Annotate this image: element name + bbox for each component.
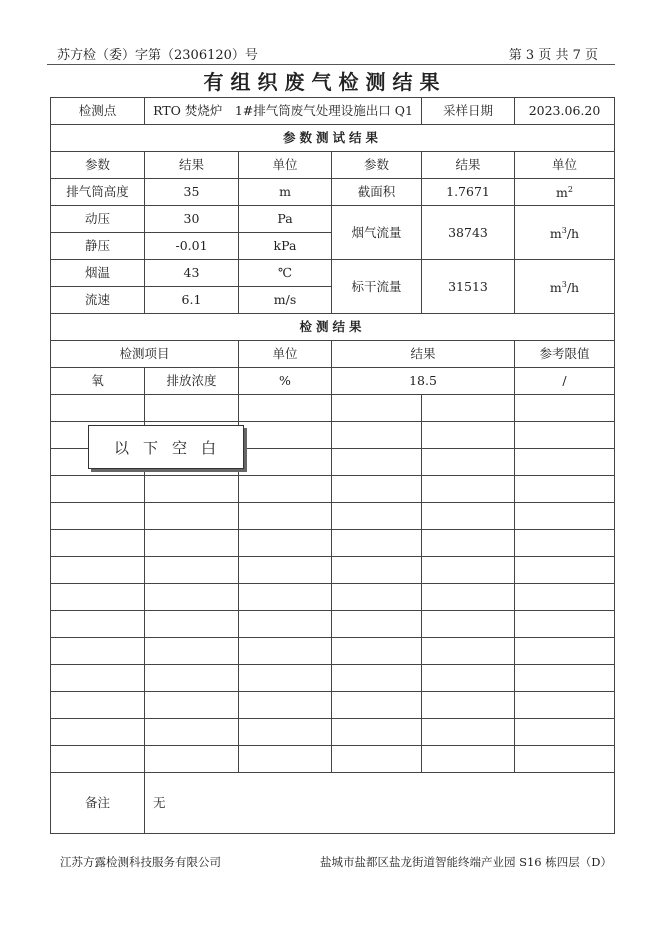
param-header: 单位 [515,152,615,179]
empty-cell [515,719,615,746]
empty-cell [145,395,239,422]
empty-cell [515,692,615,719]
param-value: 1.7671 [422,179,515,206]
param-row [51,179,615,206]
remarks-value: 无 [145,773,615,834]
empty-cell [51,530,145,557]
empty-cell [239,557,332,584]
empty-row [51,584,615,611]
document-title: 有组织废气检测结果 [203,70,447,94]
empty-cell [515,503,615,530]
empty-cell [239,449,332,476]
empty-row [51,746,615,773]
empty-cell [145,557,239,584]
empty-cell [51,692,145,719]
point-value: RTO 焚烧炉 1#排气筒废气处理设施出口 Q1 [145,98,422,125]
param-name: 静压 [51,233,145,260]
empty-row [51,692,615,719]
empty-cell [239,638,332,665]
param-header: 参数 [332,152,422,179]
empty-row [51,530,615,557]
result-row [51,368,615,395]
param-name: 截面积 [332,179,422,206]
empty-cell [145,476,239,503]
empty-cell [51,557,145,584]
empty-cell [239,719,332,746]
empty-cell [422,503,515,530]
empty-cell [239,395,332,422]
param-value: 43 [145,260,239,287]
empty-cell [145,665,239,692]
empty-cell [239,530,332,557]
param-value: 6.1 [145,287,239,314]
page-indicator: 第 3 页 共 7 页 [508,48,598,63]
param-header: 单位 [239,152,332,179]
empty-cell [239,692,332,719]
result-header: 结果 [332,341,515,368]
result-header: 参考限值 [515,341,615,368]
empty-cell [515,476,615,503]
empty-cell [145,719,239,746]
param-section-title: 参数测试结果 [51,125,615,152]
empty-cell [422,395,515,422]
empty-cell [515,449,615,476]
param-value: -0.01 [145,233,239,260]
param-name: 动压 [51,206,145,233]
empty-cell [422,638,515,665]
result-unit: % [239,368,332,395]
empty-cell [239,503,332,530]
empty-row [51,557,615,584]
empty-cell [515,611,615,638]
param-row [51,260,615,287]
result-section-title: 检测结果 [51,314,615,341]
param-unit: $m^2$ [515,179,615,206]
empty-cell [239,476,332,503]
empty-cell [332,665,422,692]
empty-cell [51,611,145,638]
param-value: 38743 [422,206,515,260]
info-row [51,98,615,125]
empty-cell [332,557,422,584]
param-header: 结果 [422,152,515,179]
date-label: 采样日期 [422,98,515,125]
header-divider [47,64,615,65]
empty-cell [51,503,145,530]
remarks-label: 备注 [51,773,145,834]
empty-cell [422,719,515,746]
empty-cell [51,665,145,692]
empty-cell [422,422,515,449]
empty-row [51,665,615,692]
empty-cell [515,638,615,665]
result-value: 18.5 [332,368,515,395]
result-limit: / [515,368,615,395]
empty-cell [332,584,422,611]
empty-cell [332,476,422,503]
footer-company: 江苏方露检测科技服务有限公司 [60,855,221,869]
param-name: 烟气流量 [332,206,422,260]
param-value: 31513 [422,260,515,314]
param-unit: Pa [239,206,332,233]
empty-cell [145,746,239,773]
point-label: 检测点 [51,98,145,125]
empty-cell [239,611,332,638]
param-unit: m/s [239,287,332,314]
param-name: 排气筒高度 [51,179,145,206]
param-name: 标干流量 [332,260,422,314]
param-unit: m [239,179,332,206]
empty-cell [422,584,515,611]
empty-cell [515,530,615,557]
empty-cell [145,638,239,665]
empty-cell [51,584,145,611]
empty-cell [145,584,239,611]
empty-cell [239,584,332,611]
empty-cell [422,530,515,557]
param-header: 参数 [51,152,145,179]
empty-row [51,503,615,530]
empty-cell [145,692,239,719]
empty-cell [422,449,515,476]
empty-cell [515,584,615,611]
empty-cell [332,395,422,422]
param-name: 烟温 [51,260,145,287]
empty-cell [51,476,145,503]
param-unit: ℃ [239,260,332,287]
empty-row [51,719,615,746]
empty-row [51,611,615,638]
empty-cell [239,422,332,449]
empty-cell [145,530,239,557]
empty-cell [332,611,422,638]
blank-below-stamp: 以下空白 [88,425,244,469]
remarks-row [51,773,615,834]
date-value: 2023.06.20 [515,98,615,125]
result-header: 单位 [239,341,332,368]
empty-cell [515,665,615,692]
empty-cell [515,557,615,584]
empty-cell [145,503,239,530]
param-unit: kPa [239,233,332,260]
param-name: 流速 [51,287,145,314]
empty-cell [51,638,145,665]
empty-cell [332,638,422,665]
empty-row [51,395,615,422]
empty-cell [239,746,332,773]
result-subitem: 排放浓度 [145,368,239,395]
empty-cell [332,692,422,719]
empty-cell [51,746,145,773]
empty-cell [51,395,145,422]
empty-cell [515,746,615,773]
empty-cell [515,422,615,449]
param-header-row [51,152,615,179]
empty-cell [422,611,515,638]
param-value: 30 [145,206,239,233]
empty-cell [332,503,422,530]
empty-cell [422,557,515,584]
param-header: 结果 [145,152,239,179]
param-unit: $m^3/h$ [515,206,615,260]
result-header: 检测项目 [51,341,239,368]
empty-cell [332,530,422,557]
param-unit: $m^3/h$ [515,260,615,314]
param-value: 35 [145,179,239,206]
result-header-row [51,341,615,368]
empty-cell [422,476,515,503]
report-number: 苏方检（委）字第（2306120）号 [57,48,258,63]
empty-cell [332,746,422,773]
empty-row [51,476,615,503]
empty-cell [51,719,145,746]
empty-cell [422,692,515,719]
empty-cell [239,665,332,692]
empty-cell [332,719,422,746]
empty-cell [515,395,615,422]
empty-cell [332,422,422,449]
result-item: 氧 [51,368,145,395]
empty-cell [332,449,422,476]
empty-cell [422,746,515,773]
footer-address: 盐城市盐都区盐龙街道智能终端产业园 S16 栋四层（D） [319,855,612,869]
empty-row [51,638,615,665]
empty-cell [145,611,239,638]
param-row [51,206,615,233]
empty-cell [422,665,515,692]
